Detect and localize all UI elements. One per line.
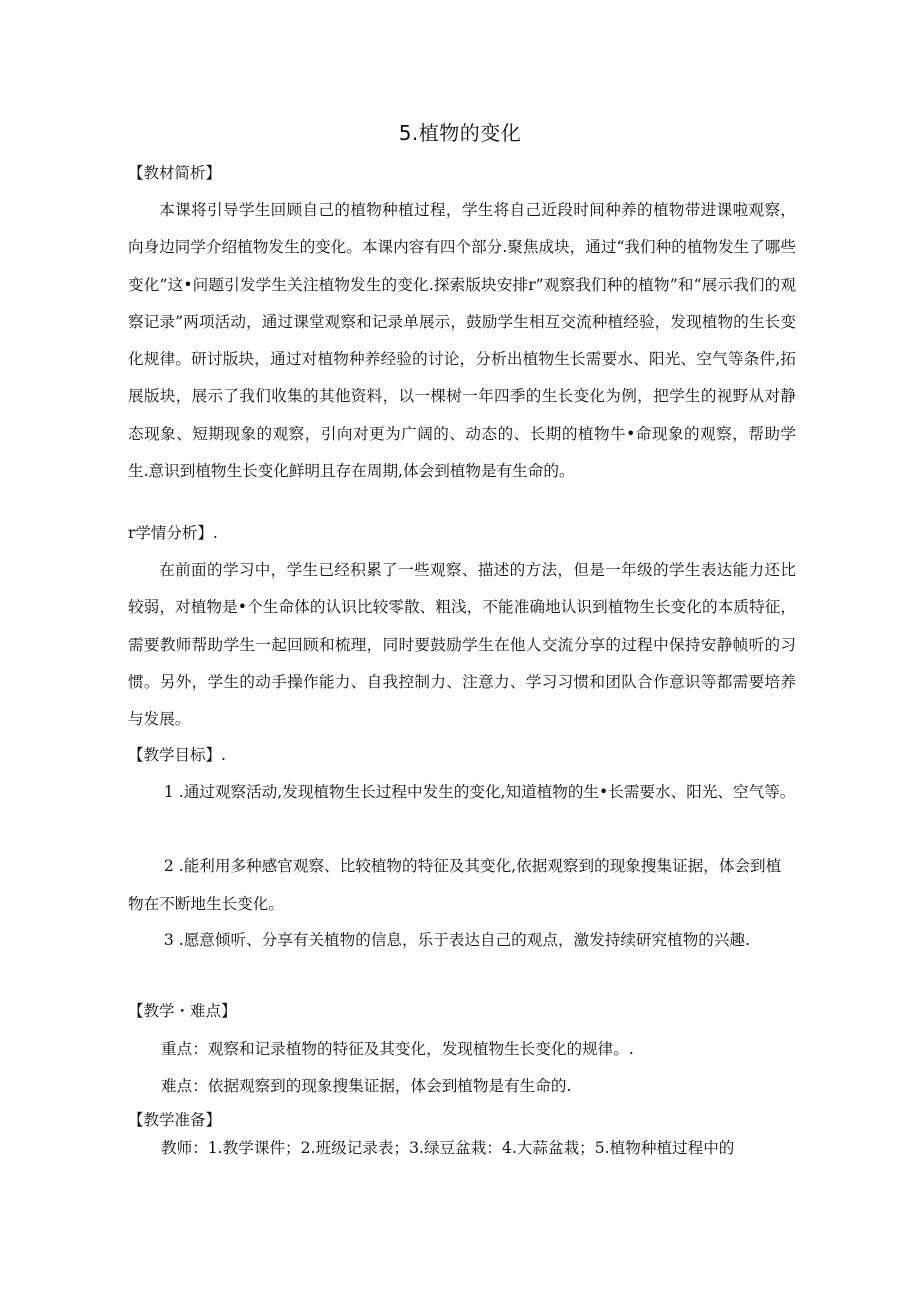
teacher-preparation-text: 教师：1.教学课件；2.班级记录表；3.绿豆盆栽：4.大蒜盆栽；5.植物种植过程中的	[161, 1139, 735, 1157]
paragraph-student-analysis: 在前面的学习中，学生已经积累了一些观察、描述的方法，但是一年级的学生表达能力还比较弱，对植物是•个生命体的认识比较零散、粗浅，不能准确地认识到植物生长变化的本质特征，需要教师帮助学生一起回顾和梳理，同时要鼓励学生在他人交流分享的过程中保持安静帧听的习惯。另外，学生的动手操作能力、自我控制力、注意力、学习习惯和团队合作意识等都需要培养与发展。	[128, 561, 796, 729]
goal-item-1: 1 .通过观察活动,发现植物生长过程中发生的变化,知道植物的生•长需要水、阳光、空气等。	[163, 783, 796, 801]
heading-student-analysis: r学情分析】.	[128, 524, 218, 542]
paragraph-textbook-analysis: 本课将引导学生回顾自己的植物种植过程，学生将自己近段时间种养的植物带进课啦观察，向身边同学介绍植物发生的变化。本课内容有四个部分.聚焦成块，通过“我们种的植物发生了哪些变化”这•问题引发学生关注植物发生的变化.探索版块安排r”观察我们种的植物”和“展示我们的观察记录”两项活动，通过课堂观察和记录单展示，鼓励学生相互交流种植经验，发现植物的生长变化规律。研讨版块，通过对植物种养经验的讨论，分析出植物生长需要水、阳光、空气等条件,拓展版块，展示了我们收集的其他资料，以一棵树一年四季的生长变化为例，把学生的视野从对静态现象、短期现象的观察，引向对更为广阔的、动态的、长期的植物牛•命现象的观察，帮助学生.意识到植物生长变化鲜明且存在周期,体会到植物是有生命的。	[128, 201, 796, 481]
document-title: 5.植物的变化	[398, 121, 522, 145]
key-point-text: 重点：观察和记录植物的特征及其变化，发现植物生长变化的规律。.	[161, 1040, 634, 1058]
heading-textbook-analysis: 【教材简析】	[128, 164, 222, 182]
heading-key-difficult-points: 【教学・难点】	[128, 1002, 237, 1020]
goal-item-3: 3 .愿意倾听、分享有关植物的信息，乐于表达自己的观点，激发持续研究植物的兴趣.	[163, 931, 751, 949]
goal-item-2: 2 .能利用多种感官观察、比较植物的特征及其变化,依据观察到的现象搜集证据，体会到植物在不断地生长变化。	[128, 857, 782, 913]
heading-teaching-preparation: 【教学准备】	[128, 1111, 222, 1129]
heading-teaching-goals: 【教学目标】.	[128, 746, 226, 764]
difficult-point-text: 难点：依据观察到的现象搜集证据，体会到植物是有生命的.	[161, 1077, 572, 1095]
